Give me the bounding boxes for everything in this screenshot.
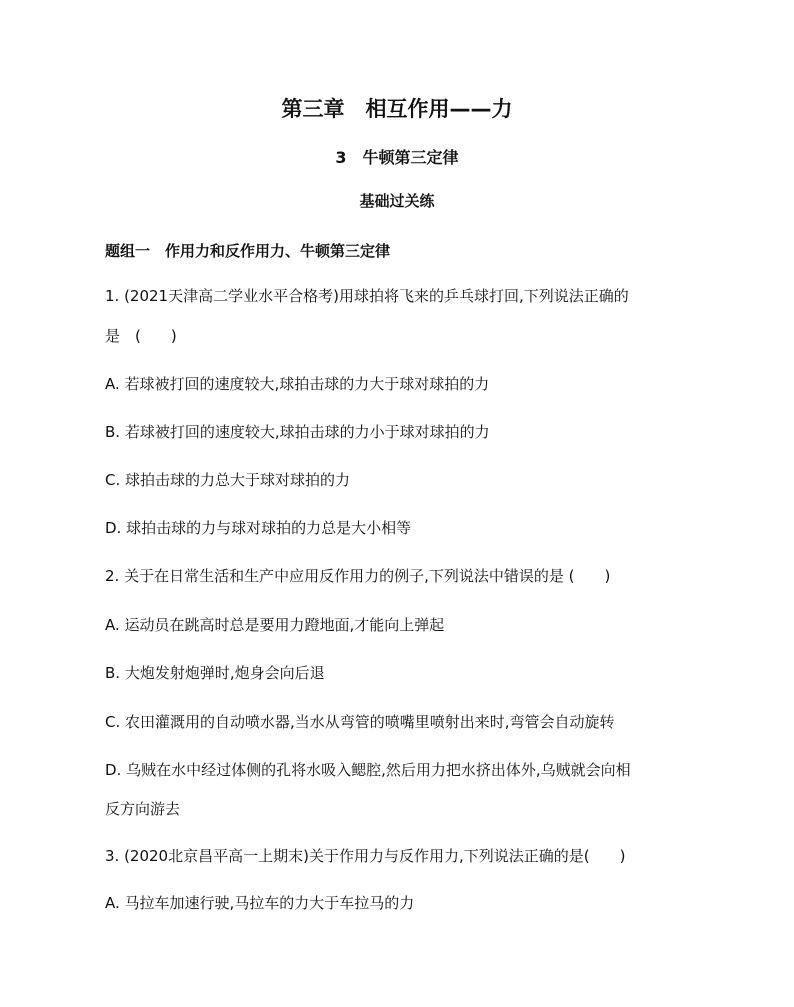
- question-2-option-d-line-2: 反方向游去: [105, 800, 181, 818]
- group-heading: 题组一 作用力和反作用力、牛顿第三定律: [105, 242, 391, 260]
- question-2-option-c: C. 农田灌溉用的自动喷水器,当水从弯管的喷嘴里喷射出来时,弯管会自动旋转: [105, 713, 615, 731]
- question-2-option-d-line-1: D. 乌贼在水中经过体侧的孔将水吸入鳃腔,然后用力把水挤出体外,乌贼就会向相: [105, 761, 631, 779]
- question-2-option-a: A. 运动员在跳高时总是要用力蹬地面,才能向上弹起: [105, 616, 445, 634]
- subsection-title: 基础过关练: [359, 192, 435, 210]
- question-1-option-b: B. 若球被打回的速度较大,球拍击球的力小于球对球拍的力: [105, 423, 490, 441]
- question-1-stem-line-2: 是 ( ): [105, 327, 177, 345]
- question-3-stem: 3. (2020北京昌平高一上期末)关于作用力与反作用力,下列说法正确的是( ): [105, 847, 626, 865]
- question-2-stem: 2. 关于在日常生活和生产中应用反作用力的例子,下列说法中错误的是 ( ): [105, 567, 611, 585]
- question-1-option-d: D. 球拍击球的力与球对球拍的力总是大小相等: [105, 519, 412, 537]
- question-1-stem-line-1: 1. (2021天津高二学业水平合格考)用球拍将飞来的乒乓球打回,下列说法正确的: [105, 287, 629, 305]
- question-1-option-c: C. 球拍击球的力总大于球对球拍的力: [105, 471, 351, 489]
- chapter-title: 第三章 相互作用——力: [281, 97, 513, 121]
- question-2-option-b: B. 大炮发射炮弹时,炮身会向后退: [105, 664, 325, 682]
- question-3-option-a: A. 马拉车加速行驶,马拉车的力大于车拉马的力: [105, 894, 415, 912]
- question-1-option-a: A. 若球被打回的速度较大,球拍击球的力大于球对球拍的力: [105, 375, 490, 393]
- section-title: 3 牛顿第三定律: [335, 148, 459, 167]
